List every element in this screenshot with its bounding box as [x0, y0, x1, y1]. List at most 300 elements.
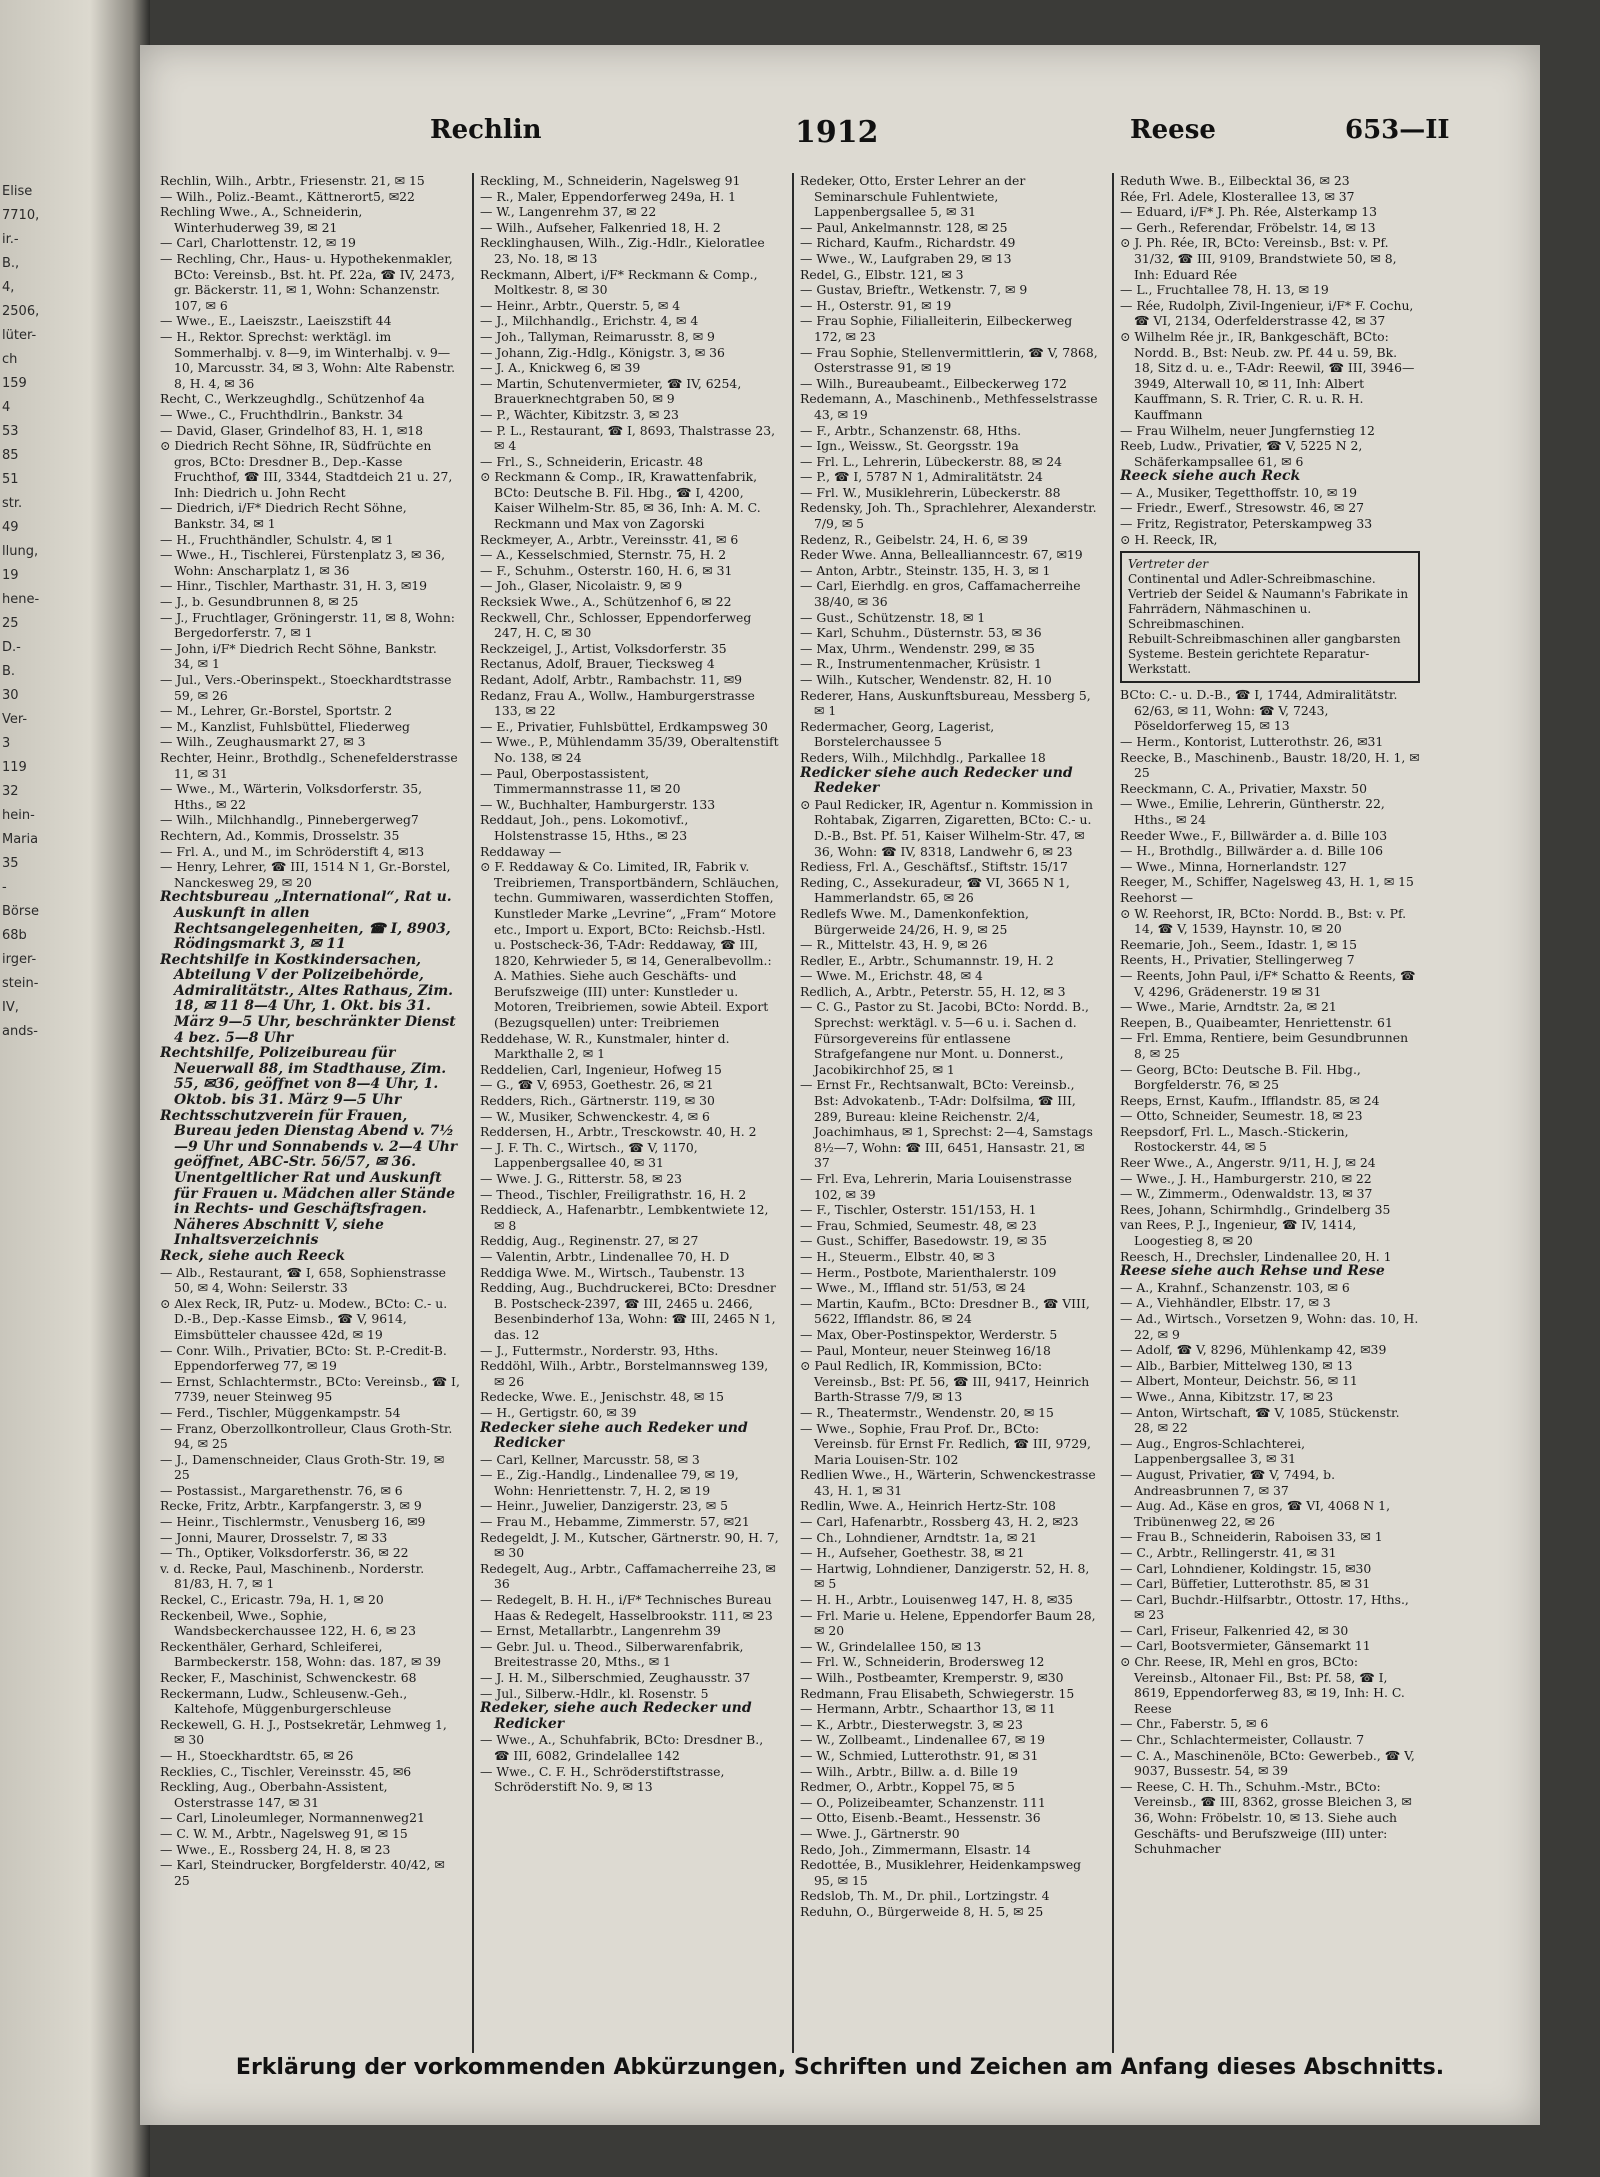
directory-entry: — Herm., Postbote, Marienthalerstr. 109: [800, 1264, 1057, 1280]
directory-entry: Redicker siehe auch Redecker und Redeker: [800, 764, 1073, 797]
directory-entry: — Wilh., Zeughausmarkt 27, ✉ 3: [160, 734, 366, 750]
directory-entry: Rederer, Hans, Auskunftsbureau, Messberg 5, ✉ 1: [800, 687, 1091, 719]
directory-entry: Redlich, A., Arbtr., Peterstr. 55, H. 12, ✉ 3: [800, 983, 1066, 999]
directory-entry: — Ernst Fr., Rechtsanwalt, BCto: Vereinsb., Bst: Advokatenb., T-Adr: Dolfsilma, ☎ III, 289, Bureau: kleine Reichenstr. 2/4, Joachimhaus, ✉ 1, Sprechst: 2—4, Samstags 8½—7, Wohn: ☎ III, 6451, Hansastr. 21, ✉ 37: [800, 1077, 1093, 1171]
directory-entry: — H. H., Arbtr., Louisenweg 147, H. 8, ✉35: [800, 1592, 1074, 1608]
directory-entry: — H., Aufseher, Goethestr. 38, ✉ 21: [800, 1545, 1025, 1561]
directory-entry: Rediess, Frl. A., Geschäftsf., Stiftstr. 15/17: [800, 859, 1068, 875]
directory-entry: — R., Instrumentenmacher, Krüsistr. 1: [800, 656, 1042, 672]
facing-page-fragment: 32: [2, 784, 19, 799]
directory-entry: — H., Gertigstr. 60, ✉ 39: [480, 1404, 637, 1420]
directory-entry: — Wilh., Kutscher, Wendenstr. 82, H. 10: [800, 672, 1052, 687]
directory-entry: — Hermann, Arbtr., Schaarthor 13, ✉ 11: [800, 1701, 1056, 1717]
directory-entry: — Carl, Charlottenstr. 12, ✉ 19: [160, 235, 356, 251]
advert-line: Rebuilt-Schreibmaschinen aller gangbarsten Systeme. Bestein gerichtete Reparatur-Werkstatt.: [1128, 632, 1401, 677]
directory-entry: — O., Polizeibeamter, Schanzenstr. 111: [800, 1794, 1046, 1810]
directory-entry: — Henry, Lehrer, ☎ III, 1514 N 1, Gr.-Borstel, Nanckesweg 29, ✉ 20: [160, 859, 451, 890]
directory-entry: — John, i/F* Diedrich Recht Söhne, Bankstr. 34, ✉ 1: [160, 640, 437, 672]
directory-entry: — C. W. M., Arbtr., Nagelsweg 91, ✉ 15: [160, 1825, 408, 1841]
facing-page-fragment: D.-B.: [2, 640, 21, 679]
directory-entry: — M., Kanzlist, Fuhlsbüttel, Fliederweg: [160, 718, 410, 734]
directory-entry: — Wwe., M., Iffland str. 51/53, ✉ 24: [800, 1280, 1026, 1296]
directory-entry: — Wilh., Aufseher, Falkenried 18, H. 2: [480, 219, 721, 235]
directory-entry: Reeckmann, C. A., Privatier, Maxstr. 50: [1120, 780, 1368, 796]
directory-entry: Rechter, Heinr., Brothdlg., Schenefelderstrasse 11, ✉ 31: [160, 749, 458, 781]
directory-entry: — Jonni, Maurer, Drosselstr. 7, ✉ 33: [160, 1529, 388, 1545]
directory-entry: ⊙ F. Reddaway & Co. Limited, IR, Fabrik v. Treibriemen, Transportbändern, Schläuchen, techn. Gummiwaren, wasserdichten Stoffen, Kunstleder Marke „Levrine“, „Fram“ Motore etc., Import u. Export, BCto: Reichsb.-Hstl. u. Postscheck-36, T-Adr: Reddaway, ☎ III, 1820, Kehrwieder 5, ✉ 14, Generalbevollm.: A. Mathies. Siehe auch Geschäfts- und Berufszweige (III) unter: Kunstleder u. Motoren, Treibriemen, sowie Abteil. Export (Bezugsquellen) unter: Treibriemen: [480, 859, 780, 1031]
directory-entry: Reck, siehe auch Reeck: [160, 1247, 346, 1264]
directory-entry: Redecker siehe auch Redeker und Redicker: [480, 1419, 748, 1452]
directory-entry: Reeder Wwe., F., Billwärder a. d. Bille 103: [1120, 827, 1388, 843]
directory-entry: Redensky, Joh. Th., Sprachlehrer, Alexanderstr. 7/9, ✉ 5: [800, 500, 1097, 532]
facing-page-fragment: 19: [2, 568, 19, 583]
directory-entry: Recht, C., Werkzeughdlg., Schützenhof 4a: [160, 391, 425, 407]
column-3: [800, 173, 1100, 2053]
header-first-name: Rechlin: [430, 115, 542, 145]
directory-entry: — F., Tischler, Osterstr. 151/153, H. 1: [800, 1202, 1037, 1218]
directory-entry: — Martin, Schutenvermieter, ☎ IV, 6254, Brauerknechtgraben 50, ✉ 9: [480, 375, 742, 407]
directory-entry: — C., Arbtr., Rellingerstr. 41, ✉ 31: [1120, 1544, 1337, 1560]
reeck-advert-box: [1120, 551, 1420, 683]
directory-entry: — W., Zimmerm., Odenwaldstr. 13, ✉ 37: [1120, 1186, 1373, 1202]
directory-entry: Reder Wwe. Anna, Belleallianncestr. 67, ✉19: [800, 547, 1083, 563]
facing-page-fragment: Elise: [2, 184, 33, 199]
directory-entry: — Wwe. M., Erichstr. 48, ✉ 4: [800, 968, 983, 984]
facing-page-fragment: 25: [2, 616, 19, 631]
directory-entry: — Ferd., Tischler, Müggenkampstr. 54: [160, 1404, 401, 1420]
directory-entry: Redottée, B., Musiklehrer, Heidenkampsweg 95, ✉ 15: [800, 1857, 1082, 1888]
directory-entry: — David, Glaser, Grindelhof 83, H. 1, ✉18: [160, 422, 423, 438]
facing-page-fragment: -Börse: [2, 880, 39, 919]
facing-page-fragment: Ver-: [2, 712, 28, 727]
directory-entry: — J. A., Knickweg 6, ✉ 39: [480, 360, 641, 376]
directory-entry: — Carl, Hafenarbtr., Rossberg 43, H. 2, ✉23: [800, 1514, 1079, 1530]
directory-entry: — J. H. M., Silberschmied, Zeughausstr. 37: [480, 1670, 751, 1685]
directory-entry: — Frau Sophie, Filialleiterin, Eilbeckerweg 172, ✉ 23: [800, 313, 1073, 344]
directory-entry: Rechtshilfe, Polizeibureau für Neuerwall 88, im Stadthause, Zim. 55, ✉36, geöffnet von 8—4 Uhr, 1. Oktob. bis 31. März 9—5 Uhr: [160, 1045, 447, 1109]
directory-entry: — Aug., Engros-Schlachterei, Lappenbergsallee 3, ✉ 31: [1120, 1435, 1306, 1467]
directory-entry: Reckmeyer, A., Arbtr., Vereinsstr. 41, ✉ 6: [480, 531, 739, 547]
directory-entry: Reckzeigel, J., Artist, Volksdorferstr. 35: [480, 640, 727, 656]
directory-entry: — Joh., Glaser, Nicolaistr. 9, ✉ 9: [480, 578, 683, 594]
directory-entry: Reckewell, G. H. J., Postsekretär, Lehmweg 1, ✉ 30: [160, 1716, 447, 1748]
directory-entry: — Chr., Schlachtermeister, Collaustr. 7: [1120, 1732, 1365, 1748]
directory-entry: — P., ☎ I, 5787 N 1, Admiralitätstr. 24: [800, 469, 1043, 485]
directory-entry: BCto: C.- u. D.-B., ☎ I, 1744, Admiralitätstr. 62/63, ✉ 11, Wohn: ☎ V, 7243, Pöseldorferweg 15, ✉ 13: [1120, 687, 1398, 734]
directory-entry: — Wwe., Minna, Hornerlandstr. 127: [1120, 858, 1347, 874]
directory-entry: — Wwe., J. H., Hamburgerstr. 210, ✉ 22: [1120, 1170, 1372, 1186]
directory-entry: Redel, G., Elbstr. 121, ✉ 3: [800, 266, 964, 282]
directory-entry: — Wwe., C., Fruchthdlrin., Bankstr. 34: [160, 406, 404, 422]
directory-entry: — H., Steuerm., Elbstr. 40, ✉ 3: [800, 1248, 996, 1264]
directory-entry: Redanz, Frau A., Wollw., Hamburgerstrasse 133, ✉ 22: [480, 687, 755, 719]
facing-page-fragment: ir.-B.,: [2, 232, 20, 271]
facing-page-fragment: ch 159: [2, 352, 27, 391]
directory-entry: — J., Damenschneider, Claus Groth-Str. 19, ✉ 25: [160, 1451, 445, 1483]
directory-entry: — Frau M., Hebamme, Zimmerstr. 57, ✉21: [480, 1514, 750, 1530]
facing-page-fragment: 85: [2, 448, 19, 463]
directory-entry: — Carl, Eierhdlg. en gros, Caffamacherreihe 38/40, ✉ 36: [800, 578, 1081, 610]
directory-entry: — Frl., S., Schneiderin, Ericastr. 48: [480, 453, 703, 469]
facing-page-fragment: 51: [2, 472, 19, 487]
directory-entry: — Ign., Weissw., St. Georgsstr. 19a: [800, 438, 1019, 454]
directory-entry: Reepsdorf, Frl. L., Masch.-Stickerin, Rostockerstr. 44, ✉ 5: [1120, 1123, 1349, 1155]
directory-entry: Redeker, siehe auch Redecker und Redicker: [480, 1700, 752, 1732]
directory-entry: Reddaway —: [480, 843, 562, 859]
column-divider: [1112, 173, 1114, 2053]
directory-entry: — Adolf, ☎ V, 8296, Mühlenkamp 42, ✉39: [1120, 1342, 1387, 1358]
entry-columns: [160, 173, 1440, 2053]
directory-entry: — Wilh., Arbtr., Billw. a. d. Bille 19: [800, 1763, 1018, 1779]
directory-entry: Rees, Johann, Schirmhdlg., Grindelberg 35: [1120, 1201, 1391, 1217]
directory-entry: — Hartwig, Lohndiener, Danzigerstr. 52, H. 8, ✉ 5: [800, 1560, 1090, 1592]
directory-entry: — Wilh., Postbeamter, Kremperstr. 9, ✉30: [800, 1670, 1064, 1685]
directory-entry: — Reese, C. H. Th., Schuhm.-Mstr., BCto: Vereinsb., ☎ III, 8362, grosse Bleichen 3, ✉ 36, Wohn: Fröbelstr. 10, ✉ 13. Siehe auch Geschäfts- und Berufszweige (III) unter: Schuhmacher: [1120, 1778, 1412, 1857]
directory-entry: — Wwe., C. F. H., Schröderstiftstrasse, Schröderstift No. 9, ✉ 13: [480, 1763, 725, 1795]
directory-entry: — Redegelt, B. H. H., i/F* Technisches Bureau Haas & Redegelt, Hasselbrookstr. 111, ✉ 23: [480, 1592, 773, 1623]
directory-entry: — Wwe., Anna, Kibitzstr. 17, ✉ 23: [1120, 1388, 1334, 1404]
directory-entry: — Karl, Schuhm., Düsternstr. 53, ✉ 36: [800, 625, 1042, 641]
directory-entry: — J., Fruchtlager, Gröningerstr. 11, ✉ 8, Wohn: Bergedorferstr. 7, ✉ 1: [160, 609, 455, 641]
directory-entry: — Carl, Buchdr.-Hilfsarbtr., Ottostr. 17, Hths., ✉ 23: [1120, 1591, 1409, 1623]
directory-entry: — Ch., Lohndiener, Arndtstr. 1a, ✉ 21: [800, 1529, 1038, 1545]
directory-entry: — Theod., Tischler, Freiligrathstr. 16, H. 2: [480, 1186, 747, 1202]
directory-entry: van Rees, P. J., Ingenieur, ☎ IV, 1414, Loogestieg 8, ✉ 20: [1120, 1217, 1357, 1249]
directory-entry: — Frl. Emma, Rentiere, beim Gesundbrunnen 8, ✉ 25: [1120, 1030, 1409, 1061]
facing-page-fragment: 2506,: [2, 304, 40, 319]
directory-entry: — Fritz, Registrator, Peterskampweg 33: [1120, 516, 1373, 532]
directory-entry: Rée, Frl. Adele, Klosterallee 13, ✉ 37: [1120, 188, 1355, 204]
directory-entry: — Gustav, Brieftr., Wetkenstr. 7, ✉ 9: [800, 282, 1028, 298]
facing-page-fragment: stein-: [2, 976, 39, 991]
directory-entry: Recklinghausen, Wilh., Zig.-Hdlr., Kieloratlee 23, No. 18, ✉ 13: [480, 235, 765, 266]
directory-entry: Redlefs Wwe. M., Damenkonfektion, Bürgerweide 24/26, H. 9, ✉ 25: [800, 905, 1029, 937]
directory-entry: Reddöhl, Wilh., Arbtr., Borstelmannsweg 139, ✉ 26: [480, 1358, 769, 1389]
directory-entry: Rechtsschutzverein für Frauen, Bureau jeden Dienstag Abend v. 7½—9 Uhr und Sonnabends v. 2—4 Uhr geöffnet, ABC-Str. 56/57, ✉ 36. Unentgeltlicher Rat und Auskunft für Frauen u. Mädchen aller Stände in Rechts- und Geschäftsfragen. Näheres Abschnitt V, siehe Inhaltsverzeichnis: [160, 1107, 458, 1249]
directory-entry: — Rechling, Chr., Haus- u. Hypothekenmakler, BCto: Vereinsb., Bst. ht. Pf. 22a, ☎ IV, 2473, gr. Bäckerstr. 11, ✉ 1, Wohn: Schanzenstr. 107, ✉ 6: [160, 250, 455, 313]
directory-entry: Reeb, Ludw., Privatier, ☎ V, 5225 N 2, Schäferkampsallee 61, ✉ 6: [1120, 438, 1363, 469]
directory-entry: Reckling, M., Schneiderin, Nagelsweg 91: [480, 173, 741, 188]
directory-entry: — Carl, Friseur, Falkenried 42, ✉ 30: [1120, 1622, 1349, 1638]
directory-entry: — Joh., Tallyman, Reimarusstr. 8, ✉ 9: [480, 328, 715, 344]
directory-entry: — Friedr., Ewerf., Stresowstr. 46, ✉ 27: [1120, 500, 1364, 516]
advert-line: Continental und Adler-Schreibmaschine.: [1128, 572, 1376, 587]
directory-entry: — J. F. Th. C., Wirtsch., ☎ V, 1170, Lappenbergsallee 40, ✉ 31: [480, 1139, 698, 1171]
directory-entry: — Albert, Monteur, Deichstr. 56, ✉ 11: [1120, 1373, 1358, 1389]
facing-page-fragment: ands-: [2, 1024, 38, 1039]
directory-entry: Reckel, C., Ericastr. 79a, H. 1, ✉ 20: [160, 1592, 384, 1608]
facing-page-fragment: 35: [2, 856, 19, 871]
directory-entry: Reeck siehe auch Reck: [1120, 468, 1301, 485]
directory-entry: — Aug. Ad., Käse en gros, ☎ VI, 4068 N 1, Tribünenweg 22, ✉ 26: [1120, 1498, 1391, 1529]
directory-entry: — K., Arbtr., Diesterwegstr. 3, ✉ 23: [800, 1716, 1023, 1732]
directory-entry: — R., Theatermstr., Wendenstr. 20, ✉ 15: [800, 1404, 1054, 1420]
directory-entry: — Paul, Monteur, neuer Steinweg 16/18: [800, 1342, 1051, 1358]
directory-entry: Recke, Fritz, Arbtr., Karpfangerstr. 3, ✉ 9: [160, 1498, 422, 1514]
directory-entry: — E., Zig.-Handlg., Lindenallee 79, ✉ 19, Wohn: Henriettenstr. 7, H. 2, ✉ 19: [480, 1467, 739, 1498]
directory-entry: Redler, E., Arbtr., Schumannstr. 19, H. 2: [800, 952, 1054, 968]
directory-entry: Redermacher, Georg, Lagerist, Borstelerchaussee 5: [800, 718, 995, 750]
directory-entry: ⊙ Reckmann & Comp., IR, Krawattenfabrik, BCto: Deutsche B. Fil. Hbg., ☎ I, 4200, Kaiser Wilhelm-Str. 85, ✉ 36, Inh: A. M. C. Reckmann und Max von Zagorski: [480, 469, 761, 532]
directory-entry: — Alb., Barbier, Mittelweg 130, ✉ 13: [1120, 1357, 1353, 1373]
directory-entry: — Wwe., E., Laeiszstr., Laeiszstift 44: [160, 313, 392, 329]
directory-entry: Redecke, Wwe. E., Jenischstr. 48, ✉ 15: [480, 1389, 725, 1405]
directory-entry: — Hinr., Tischler, Marthastr. 31, H. 3, ✉19: [160, 578, 428, 594]
directory-entry: — Carl, Lohndiener, Koldingstr. 15, ✉30: [1120, 1560, 1372, 1576]
directory-entry: — A., Musiker, Tegetthoffstr. 10, ✉ 19: [1120, 484, 1357, 500]
directory-entry: — C. A., Maschinenöle, BCto: Gewerbeb., ☎ V, 9037, Bussestr. 54, ✉ 39: [1120, 1747, 1415, 1779]
facing-page-fragment: IV,: [2, 1000, 19, 1015]
directory-entry: ⊙ W. Reehorst, IR, BCto: Nordd. B., Bst: v. Pf. 14, ☎ V, 1539, Haynstr. 10, ✉ 20: [1120, 905, 1407, 937]
advert-line: Vertrieb der Seidel & Naumann's Fabrikate in Fahrrädern, Nähmaschinen u. Schreibmaschinen.: [1128, 587, 1409, 632]
directory-entry: Rechlin, Wilh., Arbtr., Friesenstr. 21, ✉ 15: [160, 173, 425, 188]
facing-page-fragments: [2, 180, 40, 1044]
directory-entry: Redant, Adolf, Arbtr., Rambachstr. 11, ✉9: [480, 672, 742, 687]
directory-entry: — A., Kesselschmied, Sternstr. 75, H. 2: [480, 547, 727, 563]
facing-page-fragment: 4: [2, 400, 11, 415]
directory-entry: — W., Langenrehm 37, ✉ 22: [480, 204, 657, 220]
directory-entry: — Th., Optiker, Volksdorferstr. 36, ✉ 22: [160, 1545, 409, 1561]
header-last-name: Reese: [1130, 115, 1216, 145]
directory-entry: — Gerh., Referendar, Fröbelstr. 14, ✉ 13: [1120, 219, 1376, 235]
directory-entry: — Diedrich, i/F* Diedrich Recht Söhne, Bankstr. 34, ✉ 1: [160, 500, 407, 532]
directory-entry: Redding, Aug., Buchdruckerei, BCto: Dresdner B. Postscheck-2397, ☎ III, 2465 u. 2466, Besenbinderhof 13a, Wohn: ☎ III, 2465 N 1, das. 12: [480, 1280, 776, 1342]
directory-entry: — Frl. Eva, Lehrerin, Maria Louisenstrasse 102, ✉ 39: [800, 1171, 1072, 1202]
directory-entry: Reckermann, Ludw., Schleusenw.-Geh., Kaltehofe, Müggenburgerschleuse: [160, 1685, 408, 1717]
directory-entry: Reer Wwe., A., Angerstr. 9/11, H. J, ✉ 24: [1120, 1155, 1376, 1171]
directory-entry: Rechtern, Ad., Kommis, Drosselstr. 35: [160, 827, 400, 843]
directory-entry: — Frl. W., Musiklehrerin, Lübeckerstr. 88: [800, 484, 1061, 500]
directory-entry: — W., Zollbeamt., Lindenallee 67, ✉ 19: [800, 1732, 1045, 1748]
facing-page-fragment: 4,: [2, 280, 15, 295]
directory-entry: — Gust., Schützenstr. 18, ✉ 1: [800, 609, 986, 625]
directory-entry: Reddieck, A., Hafenarbtr., Lembkentwiete 12, ✉ 8: [480, 1202, 769, 1233]
column-divider: [792, 173, 794, 2053]
directory-entry: — Wilh., Poliz.-Beamt., Kättnerort5, ✉22: [160, 188, 415, 204]
directory-entry: — Wwe., Emilie, Lehrerin, Güntherstr. 22, Hths., ✉ 24: [1120, 796, 1385, 827]
directory-entry: — Carl, Linoleumleger, Normannenweg21: [160, 1810, 425, 1826]
directory-entry: — Wwe. J., Gärtnerstr. 90: [800, 1825, 960, 1841]
directory-entry: Redmer, O., Arbtr., Koppel 75, ✉ 5: [800, 1779, 1015, 1795]
directory-entry: Reehorst —: [1120, 889, 1194, 905]
directory-entry: Reding, C., Assekuradeur, ☎ VI, 3665 N 1, Hammerlandstr. 65, ✉ 26: [800, 874, 1070, 906]
directory-entry: — Otto, Schneider, Seumestr. 18, ✉ 23: [1120, 1108, 1363, 1124]
header-year: 1912: [795, 115, 879, 150]
directory-entry: — H., Brothdlg., Billwärder a. d. Bille 106: [1120, 843, 1384, 859]
directory-entry: Reduth Wwe. B., Eilbecktal 36, ✉ 23: [1120, 173, 1350, 188]
directory-entry: — W., Buchhalter, Hamburgerstr. 133: [480, 796, 716, 812]
directory-entry: — F., Schuhm., Osterstr. 160, H. 6, ✉ 31: [480, 562, 733, 578]
directory-entry: — Carl, Büffetier, Lutterothstr. 85, ✉ 31: [1120, 1576, 1371, 1592]
directory-entry: — H., Stoeckhardtstr. 65, ✉ 26: [160, 1747, 354, 1763]
directory-entry: — J., Futtermstr., Norderstr. 93, Hths.: [480, 1342, 719, 1358]
directory-entry: — Frl. Marie u. Helene, Eppendorfer Baum 28, ✉ 20: [800, 1607, 1096, 1639]
directory-entry: Reduhn, O., Bürgerweide 8, H. 5, ✉ 25: [800, 1903, 1044, 1919]
directory-entry: — Wwe., H., Tischlerei, Fürstenplatz 3, ✉ 36, Wohn: Anscharplatz 1, ✉ 36: [160, 547, 446, 578]
directory-entry: — W., Schmied, Lutterothstr. 91, ✉ 31: [800, 1747, 1039, 1763]
directory-entry: — Ernst, Metallarbtr., Langenrehm 39: [480, 1623, 721, 1639]
directory-entry: — Otto, Eisenb.-Beamt., Hessenstr. 36: [800, 1810, 1041, 1826]
directory-entry: — W., Musiker, Schwenckestr. 4, ✉ 6: [480, 1108, 710, 1124]
directory-entry: ⊙ J. Ph. Rée, IR, BCto: Vereinsb., Bst: v. Pf. 31/32, ☎ III, 9109, Brandstwiete 50, ✉ 8, Inh: Eduard Rée: [1120, 235, 1397, 282]
directory-entry: v. d. Recke, Paul, Maschinenb., Norderstr. 81/83, H. 7, ✉ 1: [160, 1560, 425, 1592]
directory-entry: — Georg, BCto: Deutsche B. Fil. Hbg., Borgfelderstr. 76, ✉ 25: [1120, 1061, 1361, 1093]
directory-entry: — Chr., Faberstr. 5, ✉ 6: [1120, 1716, 1269, 1732]
facing-page-fragment: hene-: [2, 592, 40, 607]
directory-entry: — Martin, Kaufm., BCto: Dresdner B., ☎ VIII, 5622, Ifflandstr. 86, ✉ 24: [800, 1295, 1090, 1327]
directory-entry: Reeps, Ernst, Kaufm., Ifflandstr. 85, ✉ 24: [1120, 1092, 1380, 1108]
directory-entry: — Max, Ober-Postinspektor, Werderstr. 5: [800, 1326, 1058, 1342]
abbreviation-note: Erklärung der vorkommenden Abkürzungen, Schriften und Zeichen am Anfang dieses Abschnitts.: [235, 2055, 1445, 2080]
column-4: [1120, 173, 1420, 2053]
directory-entry: — A., Viehhändler, Elbstr. 17, ✉ 3: [1120, 1295, 1331, 1311]
directory-entry: — Frau Wilhelm, neuer Jungfernstieg 12: [1120, 422, 1375, 438]
directory-entry: ⊙ Alex Reck, IR, Putz- u. Modew., BCto: C.- u. D.-B., Dep.-Kasse Eimsb., ☎ V, 9614, Eimsbütteler chaussee 42d, ✉ 19: [160, 1295, 448, 1342]
directory-entry: Recker, F., Maschinist, Schwenckestr. 68: [160, 1670, 417, 1685]
directory-entry: — Jul., Vers.-Oberinspekt., Stoeckhardtstrasse 59, ✉ 26: [160, 672, 452, 703]
directory-entry: ⊙ H. Reeck, IR,: [1120, 531, 1218, 547]
directory-entry: Redlien Wwe., H., Wärterin, Schwenckestrasse 43, H. 1, ✉ 31: [800, 1467, 1096, 1498]
directory-entry: — Wwe. J. G., Ritterstr. 58, ✉ 23: [480, 1171, 683, 1186]
directory-entry: Reese siehe auch Rehse und Rese: [1120, 1263, 1385, 1280]
directory-entry: — F., Arbtr., Schanzenstr. 68, Hths.: [800, 422, 1022, 438]
directory-entry: ⊙ Paul Redicker, IR, Agentur n. Kommission in Rohtabak, Zigarren, Zigaretten, BCto: C.- u. D.-B., Bst. Pf. 51, Kaiser Wilhelm-Str. 47, ✉ 36, Wohn: ☎ IV, 8318, Landwehr 6, ✉ 23: [800, 796, 1093, 859]
facing-page-fragment: 53: [2, 424, 19, 439]
column-divider: [472, 173, 474, 2053]
directory-entry: — August, Privatier, ☎ V, 7494, b. Andreasbrunnen 7, ✉ 37: [1120, 1466, 1336, 1498]
facing-page-fragment: 30: [2, 688, 19, 703]
directory-entry: — J., b. Gesundbrunnen 8, ✉ 25: [160, 594, 359, 610]
directory-entry: — L., Fruchtallee 78, H. 13, ✉ 19: [1120, 282, 1329, 298]
directory-entry: — Gust., Schiffer, Basedowstr. 19, ✉ 35: [800, 1233, 1047, 1249]
directory-entry: Reckenbeil, Wwe., Sophie, Wandsbeckerchaussee 122, H. 6, ✉ 23: [160, 1607, 416, 1639]
directory-entry: Redslob, Th. M., Dr. phil., Lortzingstr. 4: [800, 1888, 1050, 1904]
directory-entry: Reders, Wilh., Milchhdlg., Parkallee 18: [800, 749, 1046, 765]
directory-entry: Reddehase, W. R., Kunstmaler, hinter d. Markthalle 2, ✉ 1: [480, 1030, 730, 1062]
directory-entry: Reeger, M., Schiffer, Nagelsweg 43, H. 1, ✉ 15: [1120, 874, 1414, 890]
directory-entry: — Richard, Kaufm., Richardstr. 49: [800, 235, 1016, 251]
column-2: [480, 173, 780, 2053]
directory-entry: — Anton, Wirtschaft, ☎ V, 1085, Stückenstr. 28, ✉ 22: [1120, 1404, 1400, 1436]
directory-entry: — Frau, Schmied, Seumestr. 48, ✉ 23: [800, 1217, 1037, 1233]
directory-entry: Rechtshilfe in Kostkindersachen, Abteilung V der Polizeibehörde, Admiralitätstr., Altes Rathaus, Zim. 18, ✉ 11 8—4 Uhr, 1. Okt. bis 31. März 9—5 Uhr, beschränkter Dienst 4 bez. 5—8 Uhr: [160, 951, 456, 1046]
directory-entry: ⊙ Wilhelm Rée jr., IR, Bankgeschäft, BCto: Nordd. B., Bst: Neub. zw. Pf. 44 u. 59, Bk. 18, Sitz d. u. e., T-Adr: Reewil, ☎ III, 3946—3949, Alterwall 10, ✉ 11, Inh: Albert Kauffmann, S. R. Trier, C. R. u. R. H. Kauffmann: [1120, 328, 1415, 422]
directory-entry: — Ad., Wirtsch., Vorsetzen 9, Wohn: das. 10, H. 22, ✉ 9: [1120, 1311, 1419, 1342]
advert-side-label: Vertreter der: [1128, 557, 1209, 572]
directory-entry: — Wwe., Marie, Arndtstr. 2a, ✉ 21: [1120, 999, 1337, 1015]
directory-entry: — Wilh., Bureaubeamt., Eilbeckerweg 172: [800, 375, 1067, 391]
facing-page-fragment: 119: [2, 760, 27, 775]
directory-entry: — Wwe., W., Laufgraben 29, ✉ 13: [800, 250, 1012, 266]
directory-entry: — Wwe., P., Mühlendamm 35/39, Oberaltenstift No. 138, ✉ 24: [480, 734, 779, 765]
directory-entry: — C. G., Pastor zu St. Jacobi, BCto: Nordd. B., Sprechst: werktägl. v. 5—6 u. i. Sachen d. Fürsorgevereins für entlassene Strafgefangene nur Mont. u. Donnerst., Jacobikirchhof 25, ✉ 1: [800, 999, 1089, 1077]
directory-entry: Reecke, B., Maschinenb., Baustr. 18/20, H. 1, ✉ 25: [1120, 749, 1420, 781]
header-page-number: 653—II: [1345, 115, 1450, 145]
directory-entry: Redlin, Wwe. A., Heinrich Hertz-Str. 108: [800, 1498, 1056, 1514]
directory-entry: Reckmann, Albert, i/F* Reckmann & Comp., Moltkestr. 8, ✉ 30: [480, 266, 758, 298]
facing-page-fragment: Maria: [2, 832, 39, 847]
directory-entry: — Wwe., M., Wärterin, Volksdorferstr. 35, Hths., ✉ 22: [160, 781, 423, 812]
directory-entry: — G., ☎ V, 6953, Goethestr. 26, ✉ 21: [480, 1077, 714, 1093]
directory-entry: Reesch, H., Drechsler, Lindenallee 20, H. 1: [1120, 1248, 1392, 1264]
page-header: [140, 115, 1540, 155]
directory-entry: Reckling, Aug., Oberbahn-Assistent, Osterstrasse 147, ✉ 31: [160, 1779, 388, 1810]
directory-entry: Reckenthäler, Gerhard, Schleiferei, Barmbeckerstr. 158, Wohn: das. 187, ✉ 39: [160, 1638, 442, 1670]
facing-page-edge: [0, 0, 150, 2177]
directory-entry: — P., Wächter, Kibitzstr. 3, ✉ 23: [480, 406, 679, 422]
directory-entry: — Herm., Kontorist, Lutterothstr. 26, ✉31: [1120, 734, 1384, 750]
directory-entry: — Frl. L., Lehrerin, Lübeckerstr. 88, ✉ 24: [800, 453, 1062, 469]
directory-entry: Rechtsbureau „International“, Rat u. Auskunft in allen Rechtsangelegenheiten, ☎ I, 8903, Rödingsmarkt 3, ✉ 11: [160, 889, 452, 953]
directory-entry: Redegelt, Aug., Arbtr., Caffamacherreihe 23, ✉ 36: [480, 1560, 776, 1592]
directory-entry: Rectanus, Adolf, Brauer, Tiecksweg 4: [480, 656, 715, 672]
directory-entry: Recksiek Wwe., A., Schützenhof 6, ✉ 22: [480, 594, 732, 610]
directory-entry: Reddig, Aug., Reginenstr. 27, ✉ 27: [480, 1233, 699, 1249]
directory-entry: — Heinr., Tischlermstr., Venusberg 16, ✉9: [160, 1514, 426, 1530]
directory-entry: Reents, H., Privatier, Stellingerweg 7: [1120, 952, 1355, 968]
directory-entry: — Frl. W., Schneiderin, Brodersweg 12: [800, 1654, 1045, 1670]
directory-entry: ⊙ Paul Redlich, IR, Kommission, BCto: Vereinsb., Bst: Pf. 56, ☎ III, 9417, Heinrich Barth-Strasse 7/9, ✉ 13: [800, 1358, 1090, 1405]
directory-entry: — P. L., Restaurant, ☎ I, 8693, Thalstrasse 23, ✉ 4: [480, 422, 776, 454]
directory-entry: Rechling Wwe., A., Schneiderin, Winterhuderweg 39, ✉ 21: [160, 204, 363, 235]
directory-entry: — Frau Sophie, Stellenvermittlerin, ☎ V, 7868, Osterstrasse 91, ✉ 19: [800, 344, 1098, 376]
directory-entry: — Reents, John Paul, i/F* Schatto & Reents, ☎ V, 4296, Grädenerstr. 19 ✉ 31: [1120, 967, 1416, 999]
directory-entry: — Karl, Steindrucker, Borgfelderstr. 40/42, ✉ 25: [160, 1857, 445, 1888]
directory-entry: Redeker, Otto, Erster Lehrer an der Seminarschule Fuhlentwiete, Lappenbergsallee 5, ✉ 31: [800, 173, 1026, 220]
facing-page-fragment: hein-: [2, 808, 35, 823]
directory-entry: — W., Grindelallee 150, ✉ 13: [800, 1638, 982, 1654]
directory-entry: — E., Privatier, Fuhlsbüttel, Erdkampsweg 30: [480, 718, 768, 734]
directory-entry: — Heinr., Juwelier, Danzigerstr. 23, ✉ 5: [480, 1498, 728, 1514]
directory-entry: Recklies, C., Tischler, Vereinsstr. 45, ✉6: [160, 1763, 412, 1779]
directory-entry: — H., Rektor. Sprechst: werktägl. im Sommerhalbj. v. 8—9, im Winterhalbj. v. 9—10, Marcusstr. 34, ✉ 3, Wohn: Alte Rabenstr. 8, H. 4, ✉ 36: [160, 328, 456, 391]
facing-page-fragment: lüter-: [2, 328, 37, 343]
directory-entry: Reddiga Wwe. M., Wirtsch., Taubenstr. 13: [480, 1264, 745, 1280]
directory-entry: — A., Krahnf., Schanzenstr. 103, ✉ 6: [1120, 1279, 1350, 1295]
directory-entry: — H., Fruchthändler, Schulstr. 4, ✉ 1: [160, 531, 394, 547]
directory-entry: — J., Milchhandlg., Erichstr. 4, ✉ 4: [480, 313, 699, 329]
directory-entry: — Conr. Wilh., Privatier, BCto: St. P.-Credit-B. Eppendorferweg 77, ✉ 19: [160, 1342, 447, 1374]
directory-entry: — Carl, Bootsvermieter, Gänsemarkt 11: [1120, 1638, 1371, 1654]
directory-entry: — Eduard, i/F* J. Ph. Rée, Alsterkamp 13: [1120, 204, 1378, 220]
directory-entry: — M., Lehrer, Gr.-Borstel, Sportstr. 2: [160, 703, 393, 719]
directory-entry: — Heinr., Arbtr., Querstr. 5, ✉ 4: [480, 297, 681, 313]
facing-page-fragment: 7710,: [2, 208, 40, 223]
column-1: [160, 173, 460, 2053]
facing-page-fragment: str. 49: [2, 496, 23, 535]
directory-entry: Redmann, Frau Elisabeth, Schwiegerstr. 15: [800, 1685, 1075, 1701]
facing-page-fragment: 68b: [2, 928, 27, 943]
directory-entry: Reddaut, Joh., pens. Lokomotivf., Holstenstrasse 15, Hths., ✉ 23: [480, 812, 689, 843]
facing-page-fragment: llung,: [2, 544, 39, 559]
directory-entry: — Rée, Rudolph, Zivil-Ingenieur, i/F* F. Cochu, ☎ VI, 2134, Oderfelderstrasse 42, ✉ 37: [1120, 297, 1414, 329]
directory-entry: — R., Mittelstr. 43, H. 9, ✉ 26: [800, 937, 988, 953]
directory-entry: — Paul, Oberpostassistent, Timmermannstrasse 11, ✉ 20: [480, 765, 681, 797]
directory-entry: — R., Maler, Eppendorferweg 249a, H. 1: [480, 188, 736, 204]
directory-entry: — Carl, Kellner, Marcusstr. 58, ✉ 3: [480, 1451, 700, 1467]
directory-entry: — Frl. A., und M., im Schröderstift 4, ✉13: [160, 843, 425, 859]
directory-entry: Reddersen, H., Arbtr., Tresckowstr. 40, H. 2: [480, 1124, 757, 1140]
facing-page-fragment: 3: [2, 736, 11, 751]
directory-entry: Reemarie, Joh., Seem., Idastr. 1, ✉ 15: [1120, 936, 1358, 952]
directory-entry: — Jul., Silberw.-Hdlr., kl. Rosenstr. 5: [480, 1685, 709, 1701]
directory-page: [140, 45, 1540, 2125]
directory-entry: — Frau B., Schneiderin, Raboisen 33, ✉ 1: [1120, 1529, 1383, 1545]
directory-entry: — Wwe., Sophie, Frau Prof. Dr., BCto: Vereinsb. für Ernst Fr. Redlich, ☎ III, 9729, Maria Louisen-Str. 102: [800, 1420, 1091, 1467]
directory-entry: — Postassist., Margarethenstr. 76, ✉ 6: [160, 1482, 403, 1498]
directory-entry: ⊙ Chr. Reese, IR, Mehl en gros, BCto: Vereinsb., Altonaer Fil., Bst: Pf. 58, ☎ I, 8619, Eppendorferweg 83, ✉ 19, Inh: H. C. Reese: [1120, 1654, 1405, 1716]
directory-entry: — Ernst, Schlachtermstr., BCto: Vereinsb., ☎ I, 7739, neuer Steinweg 95: [160, 1373, 460, 1405]
